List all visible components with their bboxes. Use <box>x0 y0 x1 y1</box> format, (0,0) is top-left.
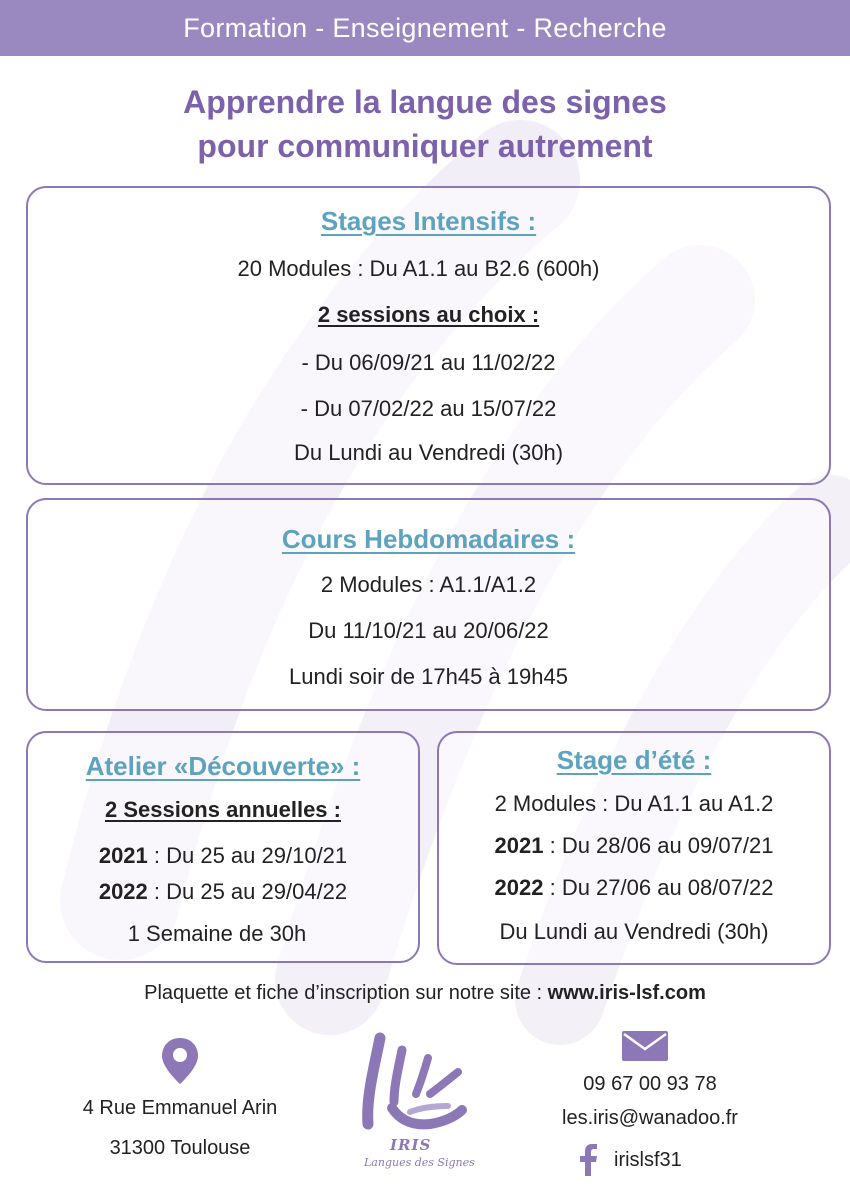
stage-ete-box <box>437 731 831 965</box>
atelier-dates-2022: : Du 25 au 29/04/22 <box>147 879 348 904</box>
contact-facebook[interactable]: irislsf31 <box>614 1149 682 1171</box>
website-link[interactable]: www.iris-lsf.com <box>547 982 706 1004</box>
logo-tagline: Langues des Signes <box>364 1156 475 1169</box>
iris-logo <box>350 1028 490 1178</box>
atelier-sessions-label: 2 Sessions annuelles : <box>105 797 341 822</box>
logo-name: IRIS <box>390 1136 432 1154</box>
atelier-year-2021: 2021 <box>98 843 148 868</box>
stages-intensifs-modules: 20 Modules : Du A1.1 au B2.6 (600h) <box>237 256 600 281</box>
website-line <box>0 982 850 1005</box>
stage-ete-date-2022 <box>439 875 829 901</box>
atelier-year-2022: 2022 <box>98 879 148 904</box>
stage-ete-modules: 2 Modules : Du A1.1 au A1.2 <box>494 791 774 816</box>
stage-ete-schedule: Du Lundi au Vendredi (30h) <box>499 919 769 944</box>
title-line-1: Apprendre la langue des signes <box>183 84 667 120</box>
cours-hebdo-modules: 2 Modules : A1.1/A1.2 <box>320 572 537 597</box>
cours-hebdo-schedule: Lundi soir de 17h45 à 19h45 <box>289 664 568 689</box>
stages-intensifs-session-1: - Du 06/09/21 au 11/02/22 <box>301 350 556 375</box>
address-street: 4 Rue Emmanuel Arin <box>82 1097 278 1119</box>
atelier-date-2021 <box>28 843 418 869</box>
facebook-icon[interactable] <box>578 1144 598 1176</box>
stages-intensifs-heading: Stages Intensifs : <box>320 206 537 236</box>
page-title <box>0 80 850 168</box>
website-prefix: Plaquette et fiche d’inscription sur notre site : <box>144 982 548 1004</box>
stage-ete-date-2021 <box>439 833 829 859</box>
stage-ete-dates-2022: : Du 27/06 au 08/07/22 <box>543 875 774 900</box>
cours-hebdo-box <box>26 498 831 711</box>
location-pin-icon <box>160 1036 200 1086</box>
stages-intensifs-sessions-label: 2 sessions au choix : <box>317 302 540 327</box>
stage-ete-year-2021: 2021 <box>494 833 544 858</box>
contact-phone: 09 67 00 93 78 <box>583 1073 717 1095</box>
header-banner <box>0 0 850 56</box>
atelier-duration: 1 Semaine de 30h <box>127 921 307 946</box>
stages-intensifs-session-2: - Du 07/02/22 au 15/07/22 <box>300 396 557 421</box>
atelier-heading: Atelier «Découverte» : <box>85 751 361 781</box>
title-line-2: pour communiquer autrement <box>197 128 653 164</box>
atelier-dates-2021: : Du 25 au 29/10/21 <box>147 843 348 868</box>
mail-icon <box>622 1031 668 1061</box>
cours-hebdo-heading: Cours Hebdomadaires : <box>281 524 576 554</box>
address-city: 31300 Toulouse <box>109 1137 251 1159</box>
atelier-box <box>26 731 420 963</box>
cours-hebdo-dates: Du 11/10/21 au 20/06/22 <box>308 618 549 643</box>
iris-hand-logo-icon <box>350 1028 490 1143</box>
atelier-date-2022 <box>28 879 418 905</box>
stages-intensifs-schedule: Du Lundi au Vendredi (30h) <box>293 440 564 465</box>
stages-intensifs-box <box>26 186 831 485</box>
stage-ete-heading: Stage d’été : <box>556 745 712 775</box>
banner-text: Formation - Enseignement - Recherche <box>183 12 667 43</box>
stage-ete-dates-2021: : Du 28/06 au 09/07/21 <box>543 833 774 858</box>
stage-ete-year-2022: 2022 <box>494 875 544 900</box>
contact-email[interactable]: les.iris@wanadoo.fr <box>562 1107 738 1129</box>
